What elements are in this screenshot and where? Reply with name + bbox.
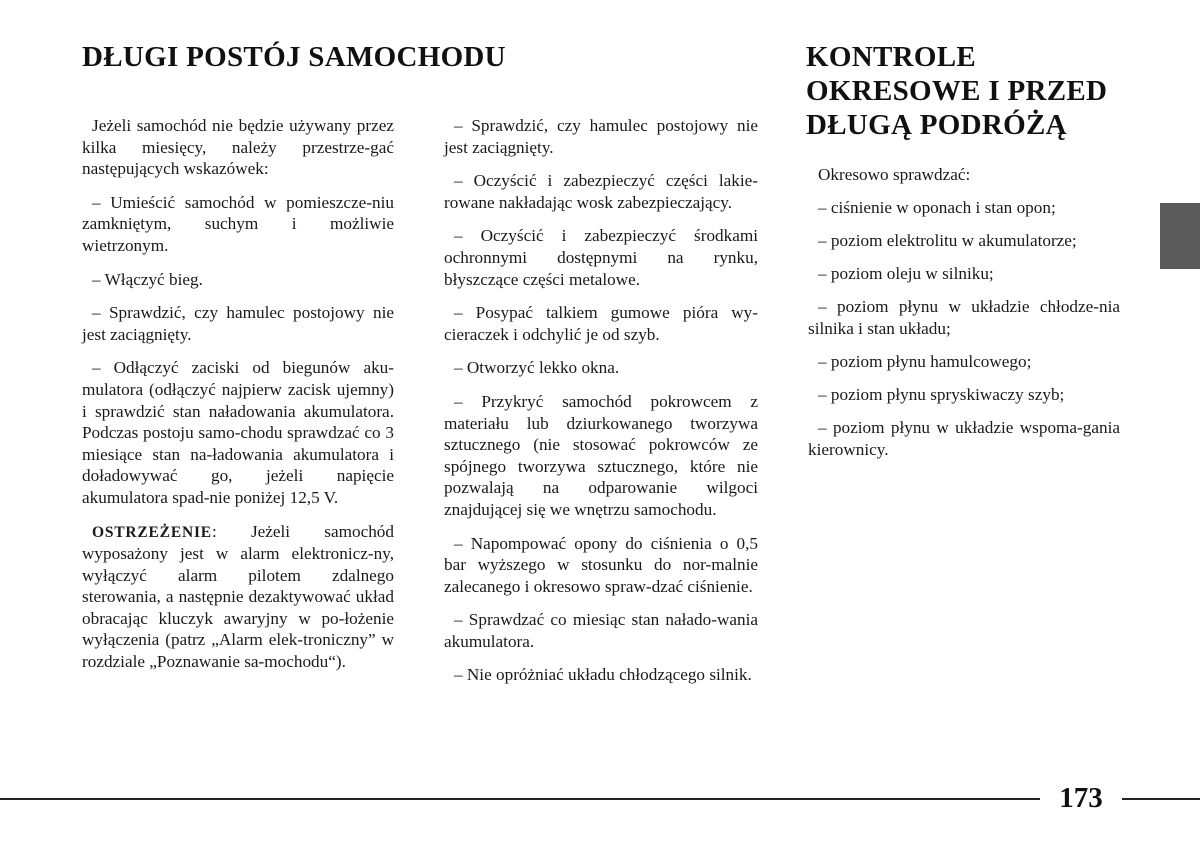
- check-item: – poziom elektrolitu w akumulatorze;: [818, 231, 1077, 251]
- storage-instruction: – Sprawdzić, czy hamulec postojowy nie jest zaciągnięty.: [82, 303, 394, 344]
- check-item: – poziom oleju w silniku;: [818, 264, 994, 284]
- storage-instruction: – Oczyścić i zabezpieczyć części lakie-rowane nakładając wosk zabezpieczający.: [444, 171, 758, 212]
- middle-text-column: [444, 115, 758, 698]
- storage-instruction: – Odłączyć zaciski od biegunów aku-mulatora (odłączyć najpierw zacisk ujemny) i sprawdzić stan naładowania akumulatora. Podczas postoju samo-chodu sprawdzać co 3 miesiące stan na-ładowania akumulatora i doładowywać go, jeżeli napięcie akumulatora spad-nie poniżej 12,5 V.: [82, 358, 394, 507]
- storage-instruction: – Nie opróżniać układu chłodzącego silnik.: [454, 665, 752, 685]
- intro-paragraph: Jeżeli samochód nie będzie używany przez kilka miesięcy, należy przestrze-gać następujących wskazówek:: [82, 116, 394, 179]
- warning-text: : Jeżeli samochód wyposażony jest w alarm elektronicz-ny, wyłączyć alarm pilotem zdalnego sterowania, a następnie dezaktywować układ obracając kluczyk awaryjny w po-łożenie wyłączenia (patrz „Alarm elek-troniczny” w rozdziale „Poznawanie sa-mochodu“).: [82, 521, 394, 672]
- storage-instruction: – Przykryć samochód pokrowcem z materiału lub dziurkowanego tworzywa sztucznego (nie stosować pokrowców ze spójnego tworzywa sztucznego, które nie pozwalają na odparowanie wilgoci znajdującej się we wnętrzu samochodu.: [444, 391, 758, 519]
- storage-instruction: – Sprawdzać co miesiąc stan nałado-wania akumulatora.: [444, 610, 758, 651]
- warning-paragraph: [82, 521, 394, 673]
- right-text-column: [808, 164, 1120, 472]
- storage-instruction: – Włączyć bieg.: [92, 269, 203, 289]
- page-number: 173: [1059, 782, 1103, 814]
- storage-instruction: – Oczyścić i zabezpieczyć środkami ochronnymi dostępnymi na rynku, błyszczące części metalowe.: [444, 226, 758, 289]
- check-item: – ciśnienie w oponach i stan opon;: [818, 198, 1056, 218]
- section-title-periodic-checks: KONTROLE OKRESOWE I PRZED DŁUGĄ PODRÓŻĄ: [806, 41, 1108, 141]
- chapter-tab-marker: [1160, 203, 1200, 269]
- storage-instruction: – Umieścić samochód w pomieszcze-niu zamkniętym, suchym i możliwie wietrzonym.: [82, 192, 394, 255]
- storage-instruction: – Sprawdzić, czy hamulec postojowy nie jest zaciągnięty.: [444, 116, 758, 157]
- left-text-column: [82, 115, 394, 685]
- footer-rule-left: [0, 798, 1040, 800]
- footer-rule-right: [1122, 798, 1200, 800]
- warning-label: OSTRZEŻENIE: [92, 523, 212, 541]
- check-item: – poziom płynu spryskiwaczy szyb;: [818, 385, 1065, 405]
- check-item: – poziom płynu w układzie chłodze-nia silnika i stan układu;: [808, 297, 1120, 338]
- checks-intro: Okresowo sprawdzać:: [818, 165, 971, 184]
- check-item: – poziom płynu hamulcowego;: [818, 352, 1032, 372]
- section-title-long-storage: DŁUGI POSTÓJ SAMOCHODU: [82, 41, 506, 73]
- storage-instruction: – Otworzyć lekko okna.: [454, 358, 620, 378]
- storage-instruction: – Posypać talkiem gumowe pióra wy-cieraczek i odchylić je od szyb.: [444, 303, 758, 344]
- storage-instruction: – Napompować opony do ciśnienia o 0,5 bar wyższego w stosunku do nor-malnie zalecanego i okresowo spraw-dzać ciśnienie.: [444, 533, 758, 596]
- check-item: – poziom płynu w układzie wspoma-gania kierownicy.: [808, 418, 1120, 459]
